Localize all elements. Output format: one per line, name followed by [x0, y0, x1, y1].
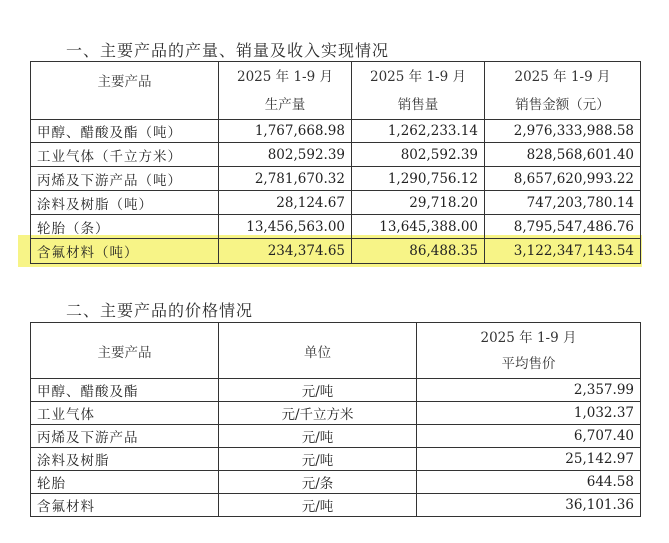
table-row [31, 494, 641, 517]
header-product: 主要产品 [31, 323, 219, 379]
production-value: 2,781,670.32 [219, 167, 352, 191]
sales-value: 29,718.20 [352, 191, 485, 215]
sales-value: 13,645,388.00 [352, 215, 485, 239]
sales-value: 1,290,756.12 [352, 167, 485, 191]
sales-value: 86,488.35 [352, 239, 485, 264]
header-revenue-label: 销售金额（元） [515, 96, 610, 113]
header-production [219, 62, 352, 120]
production-value: 13,456,563.00 [219, 215, 352, 239]
revenue-value: 8,657,620,993.22 [485, 167, 641, 191]
product-name: 甲醇、醋酸及酯（吨） [31, 120, 219, 143]
table-row [31, 402, 641, 425]
header-revenue-period: 2025 年 1-9 月 [514, 68, 611, 85]
unit-value: 元/吨 [219, 448, 417, 471]
header-product-label: 主要产品 [97, 74, 152, 90]
table-row [31, 191, 641, 215]
table-row [31, 448, 641, 471]
price-value: 644.58 [417, 471, 641, 494]
price-table [30, 322, 641, 517]
header-sales-label: 销售量 [397, 96, 439, 113]
table-row [31, 215, 641, 239]
revenue-value: 2,976,333,988.58 [485, 120, 641, 143]
product-name: 丙烯及下游产品（吨） [31, 167, 219, 191]
header-production-label: 生产量 [264, 96, 306, 113]
price-value: 25,142.97 [417, 448, 641, 471]
header-unit: 单位 [219, 323, 417, 379]
header-price-label: 平均售价 [501, 355, 556, 372]
header-avg-price [417, 323, 641, 379]
production-value: 28,124.67 [219, 191, 352, 215]
header-price-period: 2025 年 1-9 月 [480, 329, 577, 346]
price-value: 6,707.40 [417, 425, 641, 448]
product-name: 工业气体 [31, 402, 219, 425]
product-name: 甲醇、醋酸及酯 [31, 379, 219, 402]
table-row [31, 143, 641, 167]
header-sales [352, 62, 485, 120]
product-name: 含氟材料（吨） [31, 239, 219, 264]
revenue-value: 8,795,547,486.76 [485, 215, 641, 239]
production-value: 234,374.65 [219, 239, 352, 264]
product-name: 涂料及树脂 [31, 448, 219, 471]
table-row [31, 167, 641, 191]
product-name: 丙烯及下游产品 [31, 425, 219, 448]
sales-value: 802,592.39 [352, 143, 485, 167]
price-value: 1,032.37 [417, 402, 641, 425]
production-sales-table [30, 61, 641, 264]
unit-value: 元/吨 [219, 379, 417, 402]
header-product [31, 62, 219, 120]
production-value: 1,767,668.98 [219, 120, 352, 143]
table-row [31, 379, 641, 402]
unit-value: 元/千立方米 [219, 402, 417, 425]
header-production-period: 2025 年 1-9 月 [237, 68, 333, 85]
unit-value: 元/吨 [219, 425, 417, 448]
header-sales-period: 2025 年 1-9 月 [370, 68, 466, 85]
production-value: 802,592.39 [219, 143, 352, 167]
price-value: 36,101.36 [417, 494, 641, 517]
product-name: 含氟材料 [31, 494, 219, 517]
product-name: 轮胎 [31, 471, 219, 494]
revenue-value: 828,568,601.40 [485, 143, 641, 167]
table-row [31, 425, 641, 448]
header-revenue [485, 62, 641, 120]
table-row [31, 471, 641, 494]
section2-title: 二、主要产品的价格情况 [66, 301, 254, 320]
sales-value: 1,262,233.14 [352, 120, 485, 143]
revenue-value: 3,122,347,143.54 [485, 239, 641, 264]
product-name: 工业气体（千立方米） [31, 143, 219, 167]
table-row [31, 120, 641, 143]
product-name: 轮胎（条） [31, 215, 219, 239]
price-value: 2,357.99 [417, 379, 641, 402]
product-name: 涂料及树脂（吨） [31, 191, 219, 215]
table-row-highlighted [31, 239, 641, 264]
unit-value: 元/条 [219, 471, 417, 494]
unit-value: 元/吨 [219, 494, 417, 517]
revenue-value: 747,203,780.14 [485, 191, 641, 215]
section1-title: 一、主要产品的产量、销量及收入实现情况 [66, 41, 390, 60]
